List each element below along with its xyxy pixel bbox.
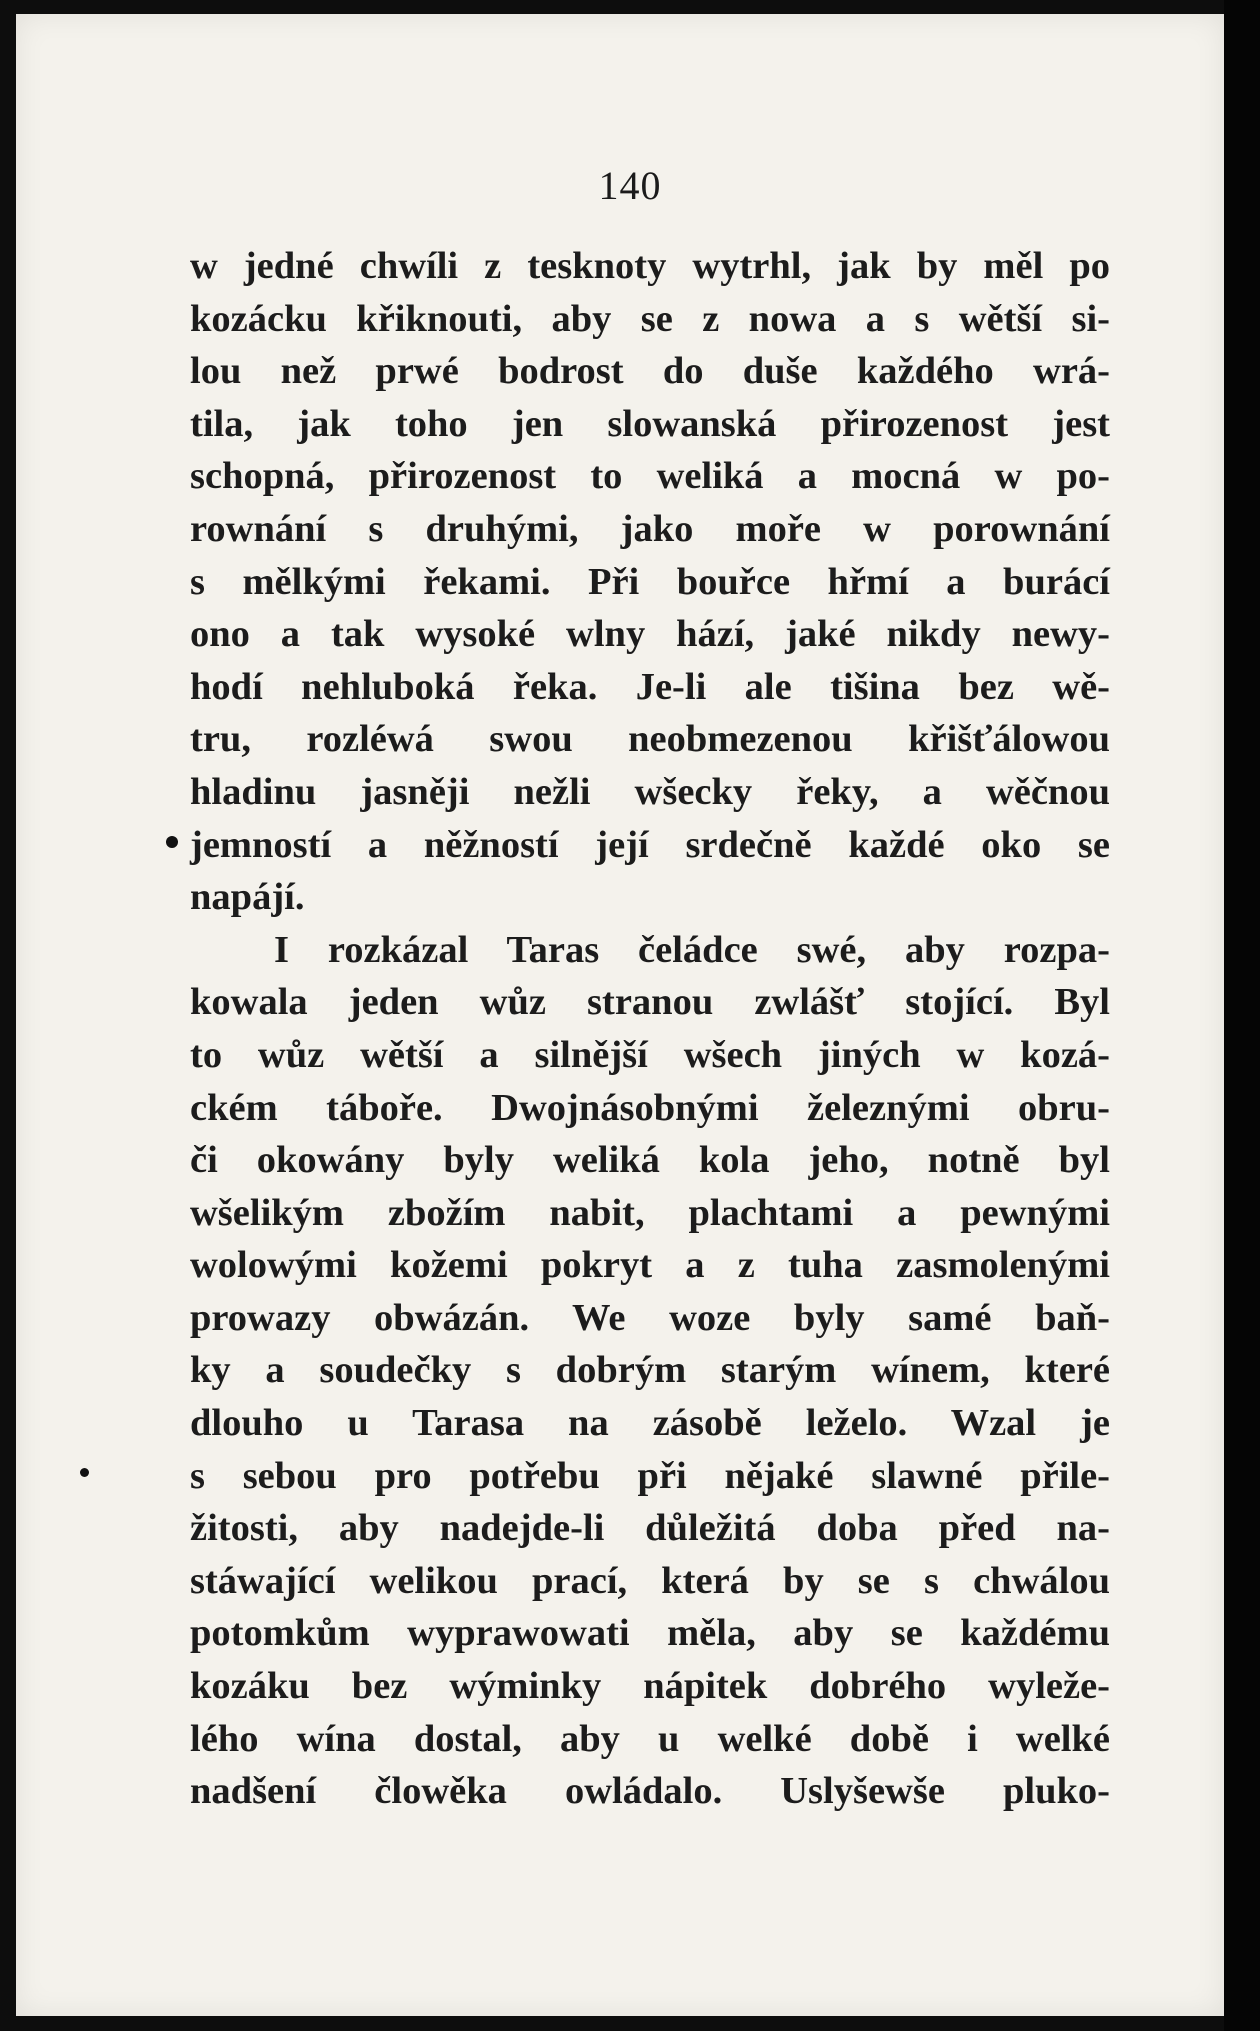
- text-line: kozáku bez wýminky nápitek dobrého wyleže-: [190, 1665, 1110, 1708]
- text-line: w jedné chwíli z tesknoty wytrhl, jak by měl po: [190, 245, 1110, 287]
- text-line: wolowými kožemi pokryt a z tuha zasmolenými: [190, 1244, 1110, 1287]
- page-number: 140: [598, 163, 662, 208]
- text-line: hodí nehluboká řeka. Je-li ale tišina bez wě-: [190, 665, 1110, 708]
- text-line: kowala jeden wůz stranou zwlášť stojící. Byl: [190, 981, 1110, 1024]
- text-line: to wůz wětší a silnější wšech jiných w kozá-: [190, 1033, 1110, 1076]
- text-line: nadšení člowěka owládalo. Uslyšewše pluko-: [190, 1770, 1110, 1813]
- text-line: lého wína dostal, aby u welké době i welké: [190, 1717, 1110, 1760]
- text-line: lou než prwé bodrost do duše každého wrá-: [190, 350, 1110, 393]
- text-line: kozácku křiknouti, aby se z nowa a s wětší si-: [190, 297, 1110, 340]
- ink-spot: [166, 836, 178, 848]
- text-line: s sebou pro potřebu při nějaké slawné přile-: [190, 1454, 1110, 1497]
- text-line: hladinu jasněji nežli wšecky řeky, a wěčnou: [190, 770, 1110, 813]
- text-line: s mělkými řekami. Při bouřce hřmí a burácí: [190, 560, 1110, 603]
- text-line: stáwající welikou prací, která by se s chwálou: [190, 1559, 1110, 1602]
- text-line: tru, rozléwá swou neobmezenou křišťálowou: [190, 718, 1110, 761]
- text-line: ckém táboře. Dwojnásobnými železnými obru-: [190, 1086, 1110, 1129]
- scan-edge: [1224, 0, 1260, 2031]
- text-line: rownání s druhými, jako moře w porownání: [190, 507, 1110, 550]
- text-line: žitosti, aby nadejde-li důležitá doba před na-: [190, 1507, 1110, 1550]
- body-text: [190, 240, 1110, 1818]
- text-line: potomkům wyprawowati měla, aby se každému: [190, 1612, 1110, 1655]
- ink-spot: [80, 1468, 89, 1477]
- text-line: jemností a něžností její srdečně každé oko se: [190, 823, 1110, 866]
- text-line: tila, jak toho jen slowanská přirozenost jest: [190, 402, 1110, 445]
- text-line: napájí.: [190, 876, 305, 919]
- text-line: dlouho u Tarasa na zásobě leželo. Wzal je: [190, 1402, 1110, 1445]
- text-line: schopná, přirozenost to weliká a mocná w po-: [190, 455, 1110, 498]
- text-line: prowazy obwázán. We woze byly samé baň-: [190, 1296, 1110, 1339]
- text-line: wšelikým zbožím nabit, plachtami a pewnými: [190, 1191, 1110, 1234]
- text-line: ky a soudečky s dobrým starým wínem, které: [190, 1349, 1110, 1392]
- text-line: ono a tak wysoké wlny hází, jaké nikdy newy-: [190, 613, 1110, 656]
- text-line: I rozkázal Taras čeládce swé, aby rozpa-: [274, 928, 1110, 971]
- text-line: či okowány byly weliká kola jeho, notně byl: [190, 1139, 1110, 1182]
